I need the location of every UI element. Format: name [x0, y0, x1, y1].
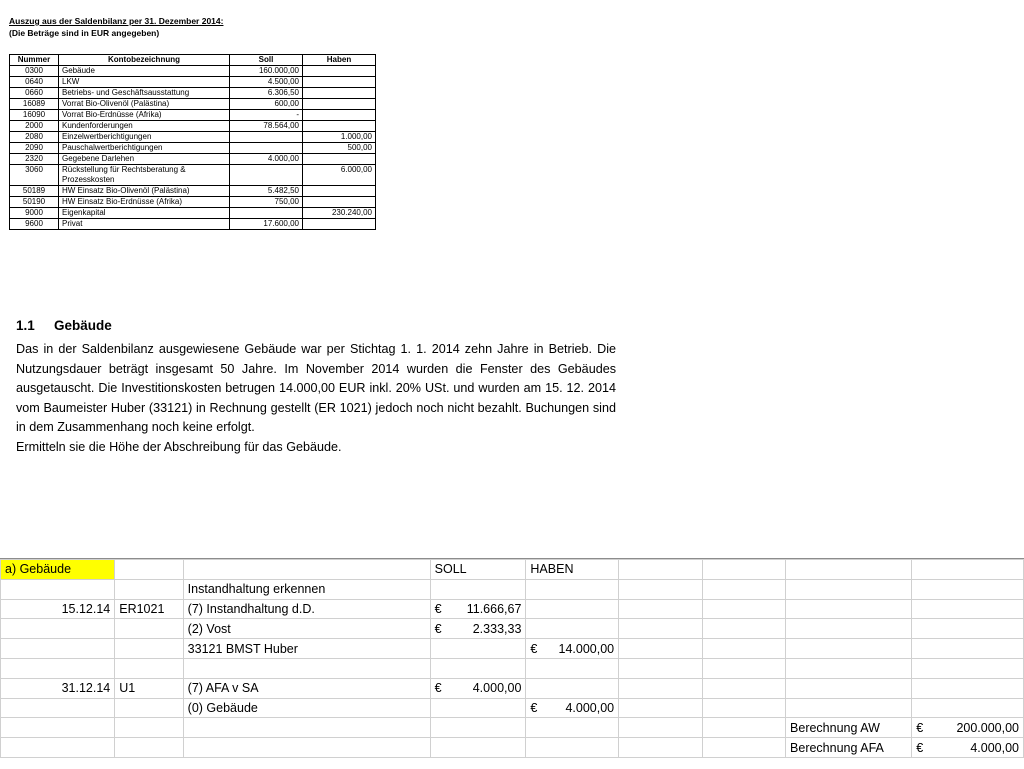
soll-amount: 5.482,50 [230, 186, 303, 197]
sheet-cell[interactable] [912, 560, 1024, 580]
currency-symbol: € [434, 681, 442, 696]
sheet-cell[interactable] [702, 619, 785, 639]
soll-cell[interactable] [430, 579, 526, 599]
section-number: 1.1 [16, 318, 35, 333]
balance-table [9, 54, 376, 230]
amount-value: 11.666,67 [466, 601, 522, 616]
account-name: Betriebs- und Geschäftsausstattung [59, 88, 230, 99]
section-task: Ermitteln sie die Höhe der Abschreibung für das Gebäude. [16, 439, 342, 454]
sheet-cell[interactable] [115, 560, 183, 580]
sheet-row [1, 678, 1024, 698]
account-name: Einzelwertberichtigungen [59, 132, 230, 143]
calc-label-cell[interactable]: Berechnung AW [786, 718, 912, 738]
sheet-cell[interactable] [619, 579, 702, 599]
account-number: 16089 [10, 99, 59, 110]
account-number: 9600 [10, 219, 59, 230]
haben-cell[interactable] [526, 698, 619, 718]
soll-amount: 17.600,00 [230, 219, 303, 230]
date-cell[interactable] [1, 579, 115, 599]
sheet-cell[interactable] [619, 678, 702, 698]
haben-cell[interactable] [526, 579, 619, 599]
spreadsheet [0, 558, 1024, 769]
sheet-cell[interactable] [702, 698, 785, 718]
balance-header-row [10, 55, 376, 66]
soll-amount [230, 143, 303, 154]
calc-value-cell[interactable] [912, 678, 1024, 698]
amount-value: 4.000,00 [970, 740, 1019, 755]
sheet-cell[interactable] [702, 560, 785, 580]
col-header-haben: Haben [303, 55, 376, 66]
soll-amount: 4.000,00 [230, 154, 303, 165]
soll-amount [230, 165, 303, 186]
amount-value: 4.000,00 [565, 700, 615, 715]
booking-text-cell[interactable]: Instandhaltung erkennen [183, 579, 430, 599]
haben-cell[interactable] [526, 658, 619, 678]
account-name: HW Einsatz Bio-Olivenöl (Palästina) [59, 186, 230, 197]
calc-value-cell[interactable] [912, 639, 1024, 659]
amount-value: 4.000,00 [472, 681, 522, 696]
sheet-header-row [1, 560, 1024, 580]
col-header-number: Nummer [10, 55, 59, 66]
calc-label-cell[interactable] [786, 579, 912, 599]
account-number: 0300 [10, 66, 59, 77]
document-cell[interactable] [115, 738, 183, 758]
balance-row [10, 110, 376, 121]
col-header-account: Kontobezeichnung [59, 55, 230, 66]
haben-amount: 500,00 [303, 143, 376, 154]
excerpt-header [9, 15, 223, 39]
calc-value-cell[interactable] [912, 579, 1024, 599]
calc-label-cell[interactable] [786, 639, 912, 659]
date-cell[interactable]: 15.12.14 [1, 599, 115, 619]
soll-cell[interactable] [430, 698, 526, 718]
soll-cell[interactable] [430, 678, 526, 698]
section-body [16, 340, 616, 457]
haben-cell[interactable] [526, 678, 619, 698]
col-header-soll: Soll [230, 55, 303, 66]
calc-value-cell[interactable] [912, 718, 1024, 738]
sheet-row [1, 599, 1024, 619]
date-cell[interactable] [1, 639, 115, 659]
balance-row [10, 154, 376, 165]
sheet-cell[interactable] [702, 639, 785, 659]
sheet-cell[interactable] [619, 560, 702, 580]
calc-label-cell[interactable] [786, 678, 912, 698]
sheet-cell[interactable] [619, 738, 702, 758]
currency-symbol: € [530, 641, 538, 656]
booking-text-cell[interactable]: (7) AFA v SA [183, 678, 430, 698]
account-name: Gebäude [59, 66, 230, 77]
balance-row [10, 121, 376, 132]
account-number: 3060 [10, 165, 59, 186]
sheet-cell[interactable] [702, 658, 785, 678]
account-name: LKW [59, 77, 230, 88]
haben-cell[interactable] [526, 599, 619, 619]
sheet-cell[interactable] [702, 599, 785, 619]
haben-amount [303, 154, 376, 165]
haben-amount [303, 110, 376, 121]
soll-amount [230, 208, 303, 219]
spreadsheet-grid [0, 559, 1024, 758]
sheet-cell[interactable] [619, 698, 702, 718]
haben-amount: 230.240,00 [303, 208, 376, 219]
haben-amount [303, 88, 376, 99]
soll-cell[interactable] [430, 639, 526, 659]
soll-amount: 6.306,50 [230, 88, 303, 99]
sheet-cell[interactable] [619, 599, 702, 619]
sheet-cell[interactable] [619, 658, 702, 678]
haben-amount: 6.000,00 [303, 165, 376, 186]
account-name: Kundenforderungen [59, 121, 230, 132]
soll-amount: 78.564,00 [230, 121, 303, 132]
calc-label-cell[interactable] [786, 658, 912, 678]
sheet-cell[interactable] [702, 678, 785, 698]
haben-cell[interactable] [526, 738, 619, 758]
sheet-row [1, 639, 1024, 659]
soll-amount: 750,00 [230, 197, 303, 208]
soll-cell[interactable] [430, 658, 526, 678]
sheet-row [1, 698, 1024, 718]
document-cell[interactable] [115, 658, 183, 678]
document-cell[interactable] [115, 579, 183, 599]
balance-row [10, 165, 376, 186]
balance-row [10, 143, 376, 154]
sheet-row [1, 579, 1024, 599]
currency-symbol: € [916, 720, 924, 735]
haben-amount [303, 219, 376, 230]
calc-value-cell[interactable] [912, 599, 1024, 619]
balance-row [10, 99, 376, 110]
booking-text-cell[interactable] [183, 658, 430, 678]
date-cell[interactable] [1, 698, 115, 718]
soll-cell[interactable] [430, 599, 526, 619]
amount-value: 200.000,00 [956, 720, 1019, 735]
haben-amount [303, 121, 376, 132]
balance-row [10, 219, 376, 230]
soll-amount [230, 132, 303, 143]
haben-cell[interactable] [526, 619, 619, 639]
account-number: 0640 [10, 77, 59, 88]
account-number: 0660 [10, 88, 59, 99]
soll-amount: 600,00 [230, 99, 303, 110]
currency-symbol: € [916, 740, 924, 755]
balance-row [10, 186, 376, 197]
balance-row [10, 66, 376, 77]
balance-body [10, 66, 376, 230]
date-cell[interactable]: 31.12.14 [1, 678, 115, 698]
account-number: 2080 [10, 132, 59, 143]
amount-value: 14.000,00 [558, 641, 615, 656]
sheet-cell[interactable] [702, 738, 785, 758]
account-number: 9000 [10, 208, 59, 219]
currency-symbol: € [434, 621, 442, 636]
calc-value-cell[interactable] [912, 738, 1024, 758]
account-name: Gegebene Darlehen [59, 154, 230, 165]
date-cell[interactable] [1, 738, 115, 758]
soll-cell[interactable] [430, 718, 526, 738]
soll-cell[interactable] [430, 619, 526, 639]
balance-row [10, 88, 376, 99]
sheet-row [1, 738, 1024, 758]
account-number: 50190 [10, 197, 59, 208]
sheet-cell[interactable] [702, 579, 785, 599]
section-heading [16, 318, 112, 333]
account-name: Vorrat Bio-Erdnüsse (Afrika) [59, 110, 230, 121]
calc-label-cell[interactable]: Berechnung AFA [786, 738, 912, 758]
haben-cell[interactable] [526, 639, 619, 659]
booking-text-cell[interactable]: (0) Gebäude [183, 698, 430, 718]
calc-value-cell[interactable] [912, 658, 1024, 678]
spreadsheet-body [1, 560, 1024, 758]
haben-cell[interactable] [526, 718, 619, 738]
calc-label-cell[interactable] [786, 599, 912, 619]
document-cell[interactable]: U1 [115, 678, 183, 698]
account-number: 2000 [10, 121, 59, 132]
account-number: 2320 [10, 154, 59, 165]
booking-text-cell[interactable]: (7) Instandhaltung d.D. [183, 599, 430, 619]
haben-amount [303, 66, 376, 77]
currency-symbol: € [530, 700, 538, 715]
balance-row [10, 77, 376, 88]
haben-amount [303, 99, 376, 110]
balance-row [10, 197, 376, 208]
haben-amount: 1.000,00 [303, 132, 376, 143]
currency-symbol: € [434, 601, 442, 616]
sheet-cell[interactable] [619, 619, 702, 639]
excerpt-subtitle: (Die Beträge sind in EUR angegeben) [9, 28, 160, 38]
haben-amount [303, 197, 376, 208]
document-cell[interactable] [115, 639, 183, 659]
document-cell[interactable]: ER1021 [115, 599, 183, 619]
account-name: Privat [59, 219, 230, 230]
haben-amount [303, 186, 376, 197]
calc-value-cell[interactable] [912, 619, 1024, 639]
sheet-cell[interactable] [619, 639, 702, 659]
balance-row [10, 208, 376, 219]
date-cell[interactable] [1, 658, 115, 678]
account-name: HW Einsatz Bio-Erdnüsse (Afrika) [59, 197, 230, 208]
sheet-cell[interactable] [702, 718, 785, 738]
date-cell[interactable] [1, 718, 115, 738]
account-name: Rückstellung für Rechtsberatung & Prozesskosten [59, 165, 230, 186]
booking-text-cell[interactable] [183, 738, 430, 758]
sheet-row [1, 718, 1024, 738]
sheet-row [1, 658, 1024, 678]
soll-cell[interactable] [430, 738, 526, 758]
soll-amount: 4.500,00 [230, 77, 303, 88]
haben-amount [303, 77, 376, 88]
calc-value-cell[interactable] [912, 698, 1024, 718]
calc-label-cell[interactable] [786, 619, 912, 639]
sheet-row [1, 619, 1024, 639]
date-cell[interactable] [1, 619, 115, 639]
account-name: Pauschalwertberichtigungen [59, 143, 230, 154]
balance-row [10, 132, 376, 143]
document-cell[interactable] [115, 718, 183, 738]
account-name: Vorrat Bio-Olivenöl (Palästina) [59, 99, 230, 110]
booking-text-cell[interactable]: 33121 BMST Huber [183, 639, 430, 659]
booking-text-cell[interactable]: (2) Vost [183, 619, 430, 639]
sheet-cell[interactable] [619, 718, 702, 738]
booking-text-cell[interactable] [183, 718, 430, 738]
sheet-cell[interactable] [183, 560, 430, 580]
account-number: 2090 [10, 143, 59, 154]
section-title: Gebäude [54, 318, 112, 333]
account-number: 50189 [10, 186, 59, 197]
sheet-haben-header[interactable]: HABEN [526, 560, 619, 580]
sheet-title-cell[interactable]: a) Gebäude [1, 560, 115, 580]
amount-value: 2.333,33 [472, 621, 522, 636]
section-paragraph: Das in der Saldenbilanz ausgewiesene Gebäude war per Stichtag 1. 1. 2014 zehn Jahre in Betrieb. Die Nutzungsdauer beträgt insgesamt 50 Jahre. Im November 2014 wurden die Fenster des Gebäudes ausgetauscht. Die Investitionskosten betrugen 14.000,00 EUR inkl. 20% USt. und wurden am 15. 12. 2014 vom Baumeister Huber (33121) in Rechnung gestellt (ER 1021) jedoch noch nicht bezahlt. Buchungen sind in dem Zusammenhang noch keine erfolgt. [16, 342, 616, 434]
calc-label-cell[interactable] [786, 698, 912, 718]
document-cell[interactable] [115, 619, 183, 639]
soll-amount: - [230, 110, 303, 121]
sheet-soll-header[interactable]: SOLL [430, 560, 526, 580]
account-name: Eigenkapital [59, 208, 230, 219]
soll-amount: 160.000,00 [230, 66, 303, 77]
sheet-cell[interactable] [786, 560, 912, 580]
account-number: 16090 [10, 110, 59, 121]
document-cell[interactable] [115, 698, 183, 718]
excerpt-title: Auszug aus der Saldenbilanz per 31. Dezember 2014: [9, 16, 224, 26]
